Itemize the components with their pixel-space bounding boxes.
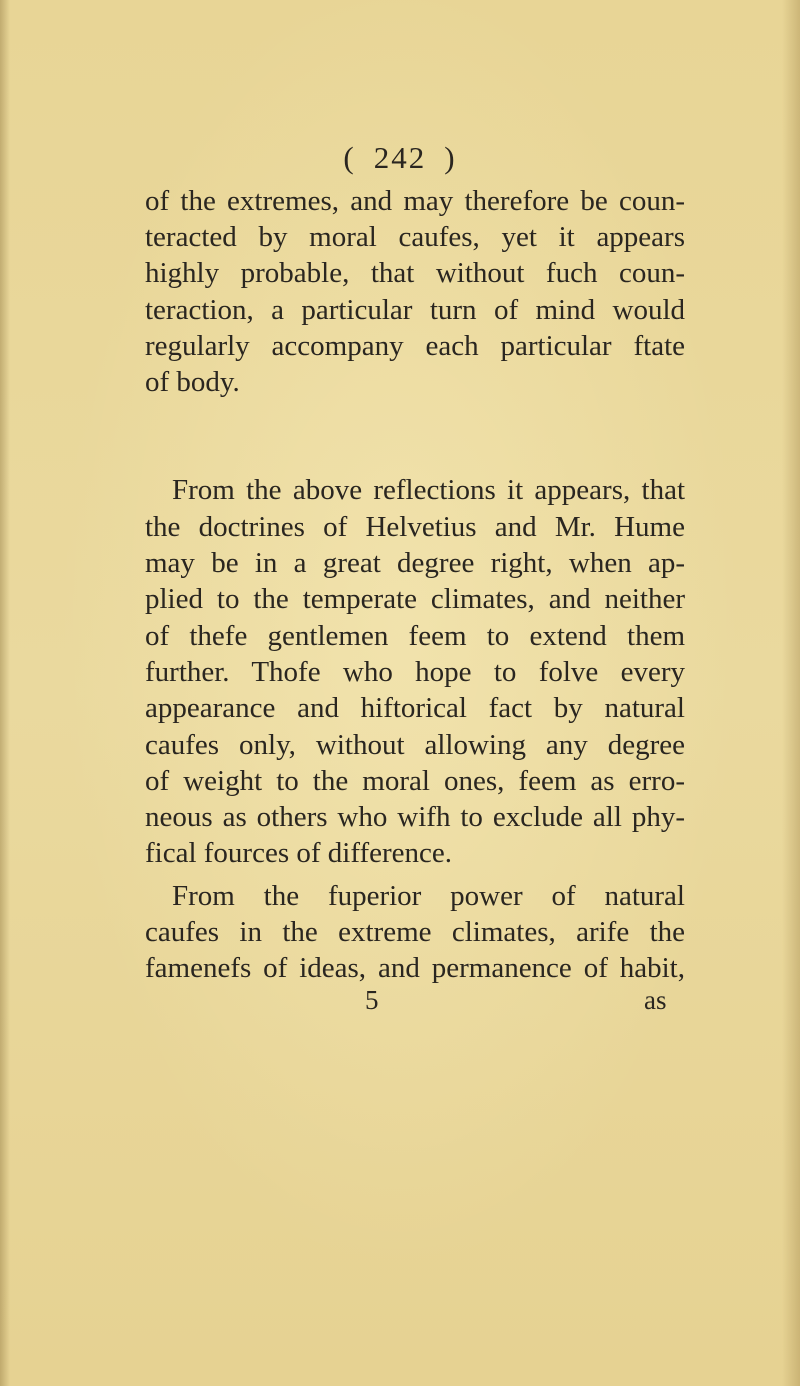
text-line: From the fuperior power of natural	[172, 880, 685, 912]
catchword: as	[644, 985, 667, 1015]
text-line: may be in a great degree right, when ap-	[145, 547, 685, 579]
text-line: fical fources of difference.	[145, 837, 453, 869]
signature-mark: 5	[365, 985, 379, 1015]
text-line: regularly accompany each particular ftate	[145, 330, 685, 362]
text-line: of the extremes, and may therefore be coun-	[145, 185, 685, 217]
text-line: of weight to the moral ones, feem as erro-	[145, 765, 685, 797]
page-edge-shadow-left	[0, 0, 10, 1386]
text-line: the doctrines of Helvetius and Mr. Hume	[145, 511, 685, 543]
text-line: From the above reflections it appears, that	[172, 474, 685, 506]
text-line: of thefe gentlemen feem to extend them	[145, 620, 685, 652]
close-paren: )	[444, 140, 457, 175]
page-footer	[0, 985, 800, 1021]
text-line: teracted by moral caufes, yet it appears	[145, 221, 685, 253]
text-line: famenefs of ideas, and permanence of habit,	[145, 952, 685, 984]
page-number-header	[0, 140, 800, 176]
text-line: appearance and hiftorical fact by natural	[145, 692, 685, 724]
page-edge-shadow-right	[782, 0, 800, 1386]
text-line: of body.	[145, 366, 240, 398]
text-line: caufes only, without allowing any degree	[145, 729, 685, 761]
text-line: caufes in the extreme climates, arife the	[145, 916, 685, 948]
text-line: teraction, a particular turn of mind would	[145, 294, 685, 326]
text-line: further. Thofe who hope to folve every	[145, 656, 685, 688]
open-paren: (	[343, 140, 356, 175]
text-line: neous as others who wifh to exclude all phy-	[145, 801, 685, 833]
text-line: plied to the temperate climates, and neither	[145, 583, 685, 615]
text-line: highly probable, that without fuch coun-	[145, 257, 685, 289]
page-number: 242	[373, 140, 427, 175]
